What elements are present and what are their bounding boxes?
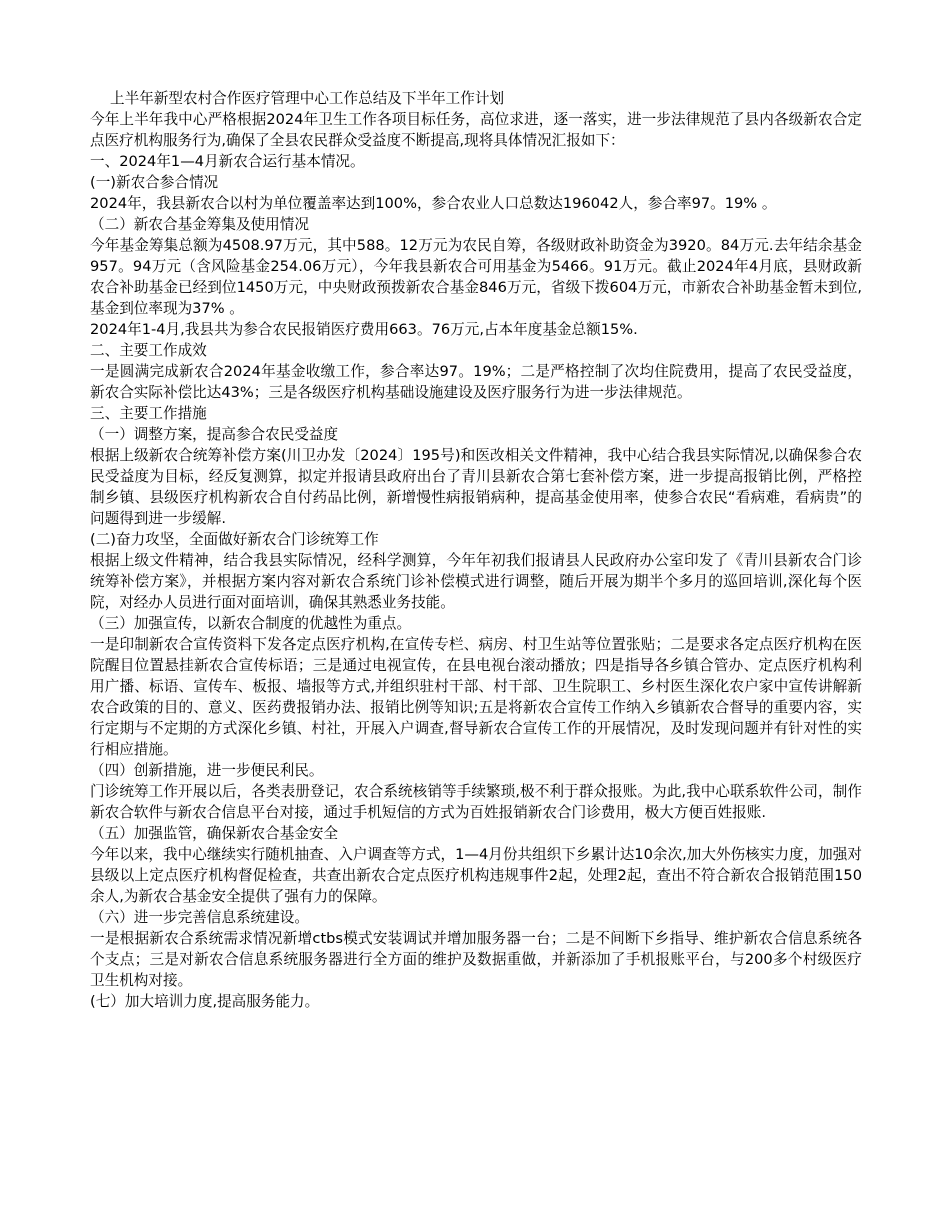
section-heading-3: 三、主要工作措施	[90, 405, 207, 422]
subsection-heading-1-1: (一)新农合参合情况	[90, 174, 219, 191]
paragraph-plan-adjustment: 根据上级新农合统筹补偿方案(川卫办发〔2024〕195号)和医改相关文件精神，我中心结合我县实际情况,以确保参合农民受益度为目标，经反复测算，拟定并报请县政府出台了青川县新农合第七套补偿方案，进一步提高报销比例，严格控制乡镇、县级医疗机构新农合自付药品比例，新增慢性病报销病种，提高基金使用率，使参合农民“看病难，看病贵”的问题得到进一步缓解.	[90, 447, 862, 527]
subsection-heading-3-6: （六）进一步完善信息系统建设。	[90, 909, 309, 926]
document-title: 上半年新型农村合作医疗管理中心工作总结及下半年工作计划	[110, 90, 505, 107]
paragraph-supervision: 今年以来，我中心继续实行随机抽查、入户调查等方式，1—4月份共组织下乡累计达10余次,加大外伤核实力度，加强对县级以上定点医疗机构督促检查，共查出新农合定点医疗机构违规事件2起，处理2起，查出不符合新农合报销范围150余人,为新农合基金安全提供了强有力的保障。	[90, 846, 862, 905]
subsection-heading-3-7: (七）加大培训力度,提高服务能力。	[90, 993, 320, 1010]
subsection-heading-3-1: （一）调整方案，提高参合农民受益度	[90, 426, 339, 443]
subsection-heading-1-2: （二）新农合基金筹集及使用情况	[90, 216, 309, 233]
paragraph-results: 一是圆满完成新农合2024年基金收缴工作，参合率达97。19%；二是严格控制了次均住院费用，提高了农民受益度，新农合实际补偿比达43%；三是各级医疗机构基础设施建设及医疗服务行为进一步法律规范。	[90, 363, 862, 401]
section-heading-2: 二、主要工作成效	[90, 342, 207, 359]
subsection-heading-3-2: (二)奋力攻坚，全面做好新农合门诊统筹工作	[90, 531, 379, 548]
paragraph-fund-raising: 今年基金筹集总额为4508.97万元，其中588。12万元为农民自筹，各级财政补助资金为3920。84万元.去年结余基金957。94万元（含风险基金254.06万元），今年我县新农合可用基金为5466。91万元。截止2024年4月底，县财政新农合补助基金已经到位1450万元，中央财政预拨新农合基金846万元，省级下拨604万元，市新农合补助基金暂未到位,基金到位率现为37% 。	[90, 237, 862, 317]
paragraph-reimbursement: 2024年1-4月,我县共为参合农民报销医疗费用663。76万元,占本年度基金总额15%.	[90, 321, 638, 338]
paragraph-publicity: 一是印制新农合宣传资料下发各定点医疗机构,在宣传专栏、病房、村卫生站等位置张贴；二是要求各定点医疗机构在医院醒目位置悬挂新农合宣传标语；三是通过电视宣传，在县电视台滚动播放；四是指导各乡镇合管办、定点医疗机构利用广播、标语、宣传车、板报、墙报等方式,并组织驻村干部、村干部、卫生院职工、乡村医生深化农户家中宣传讲解新农合政策的目的、意义、医药费报销办法、报销比例等知识;五是将新农合宣传工作纳入乡镇新农合督导的重要内容，实行定期与不定期的方式深化乡镇、村社，开展入户调查,督导新农合宣传工作的开展情况，及时发现问题并有针对性的实行相应措施。	[90, 636, 862, 758]
paragraph-enrollment: 2024年，我县新农合以村为单位覆盖率达到100%，参合农业人口总数达196042人，参合率97。19% 。	[90, 195, 777, 212]
subsection-heading-3-5: （五）加强监管，确保新农合基金安全	[90, 825, 339, 842]
paragraph-outpatient: 根据上级文件精神，结合我县实际情况，经科学测算，今年年初我们报请县人民政府办公室印发了《青川县新农合门诊统筹补偿方案》，并根据方案内容对新农合系统门诊补偿模式进行调整，随后开展为期半个多月的巡回培训,深化每个医院，对经办人员进行面对面培训，确保其熟悉业务技能。	[90, 552, 862, 611]
paragraph-innovation: 门诊统筹工作开展以后，各类表册登记，农合系统核销等手续繁琐,极不利于群众报账。为此,我中心联系软件公司，制作新农合软件与新农合信息平台对接，通过手机短信的方式为百姓报销新农合门诊费用，极大方便百姓报账.	[90, 783, 862, 821]
paragraph-information-system: 一是根据新农合系统需求情况新增ctbs模式安装调试并增加服务器一台；二是不间断下乡指导、维护新农合信息系统各个支点；三是对新农合信息系统服务器进行全方面的维护及数据重做，并新添加了手机报账平台，与200多个村级医疗卫生机构对接。	[90, 930, 862, 989]
subsection-heading-3-4: （四）创新措施，进一步便民利民。	[90, 762, 324, 779]
intro-paragraph: 今年上半年我中心严格根据2024年卫生工作各项目标任务，高位求进，逐一落实，进一步法律规范了县内各级新农合定点医疗机构服务行为,确保了全县农民群众受益度不断提高,现将具体情况汇报如下：	[90, 111, 862, 149]
section-heading-1: 一、2024年1—4月新农合运行基本情况。	[90, 153, 365, 170]
subsection-heading-3-3: （三）加强宣传，以新农合制度的优越性为重点。	[90, 615, 412, 632]
